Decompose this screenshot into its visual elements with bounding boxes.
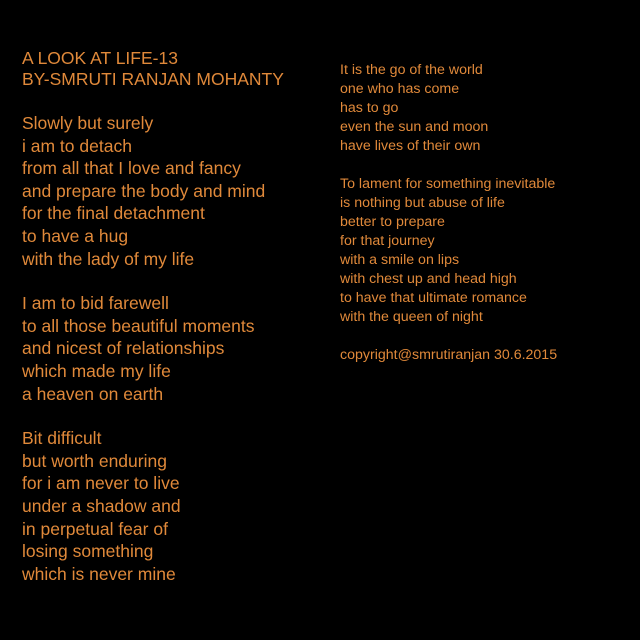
poem-line: under a shadow and xyxy=(22,495,181,516)
poem-line: Slowly but surely xyxy=(22,113,154,133)
poem-line: is nothing but abuse of life xyxy=(340,195,505,211)
poem-line: for i am never to live xyxy=(22,473,180,494)
poem-line: with chest up and head high xyxy=(340,271,517,287)
poem-left-column xyxy=(22,48,322,585)
poem-line: has to go xyxy=(340,100,399,116)
poem-line: one who has come xyxy=(340,81,460,97)
poem-line: have lives of their own xyxy=(340,138,481,154)
poem-line: to have a hug xyxy=(22,225,129,246)
poem-stanza-1 xyxy=(22,112,322,270)
poem-line: losing something xyxy=(22,541,154,562)
poem-title: A LOOK AT LIFE-13 xyxy=(22,48,178,68)
copyright-notice: copyright@smrutiranjan 30.6.2015 xyxy=(340,347,558,363)
poem-line: but worth enduring xyxy=(22,450,167,471)
poem-stanza-4 xyxy=(340,61,630,156)
poem-right-column xyxy=(340,61,630,365)
poem-line: with the queen of night xyxy=(340,309,483,325)
poem-line: to have that ultimate romance xyxy=(340,290,527,306)
poem-stanza-3 xyxy=(22,427,322,585)
poem-line: which is never mine xyxy=(22,563,176,584)
poem-line: from all that I love and fancy xyxy=(22,158,241,179)
poem-line: with a smile on lips xyxy=(340,252,460,268)
poem-line: which made my life xyxy=(22,360,171,381)
poem-line: and prepare the body and mind xyxy=(22,180,266,201)
poem-stanza-5 xyxy=(340,175,630,327)
poem-line: even the sun and moon xyxy=(340,119,489,135)
poem-line: for the final detachment xyxy=(22,203,205,224)
poem-line: I am to bid farewell xyxy=(22,293,169,314)
poem-line: with the lady of my life xyxy=(22,248,195,269)
poem-line: better to prepare xyxy=(340,214,445,230)
poem-stanza-2 xyxy=(22,292,322,405)
poem-line: i am to detach xyxy=(22,135,132,156)
poem-line: Bit difficult xyxy=(22,428,102,449)
poem-line: It is the go of the world xyxy=(340,62,483,78)
poem-line: and nicest of relationships xyxy=(22,338,225,359)
poem-line: to all those beautiful moments xyxy=(22,315,255,336)
poem-line: for that journey xyxy=(340,233,435,249)
poem-line: in perpetual fear of xyxy=(22,518,168,539)
poem-line: a heaven on earth xyxy=(22,383,164,404)
poem-byline: BY-SMRUTI RANJAN MOHANTY xyxy=(22,69,284,89)
poem-line: To lament for something inevitable xyxy=(340,176,556,192)
